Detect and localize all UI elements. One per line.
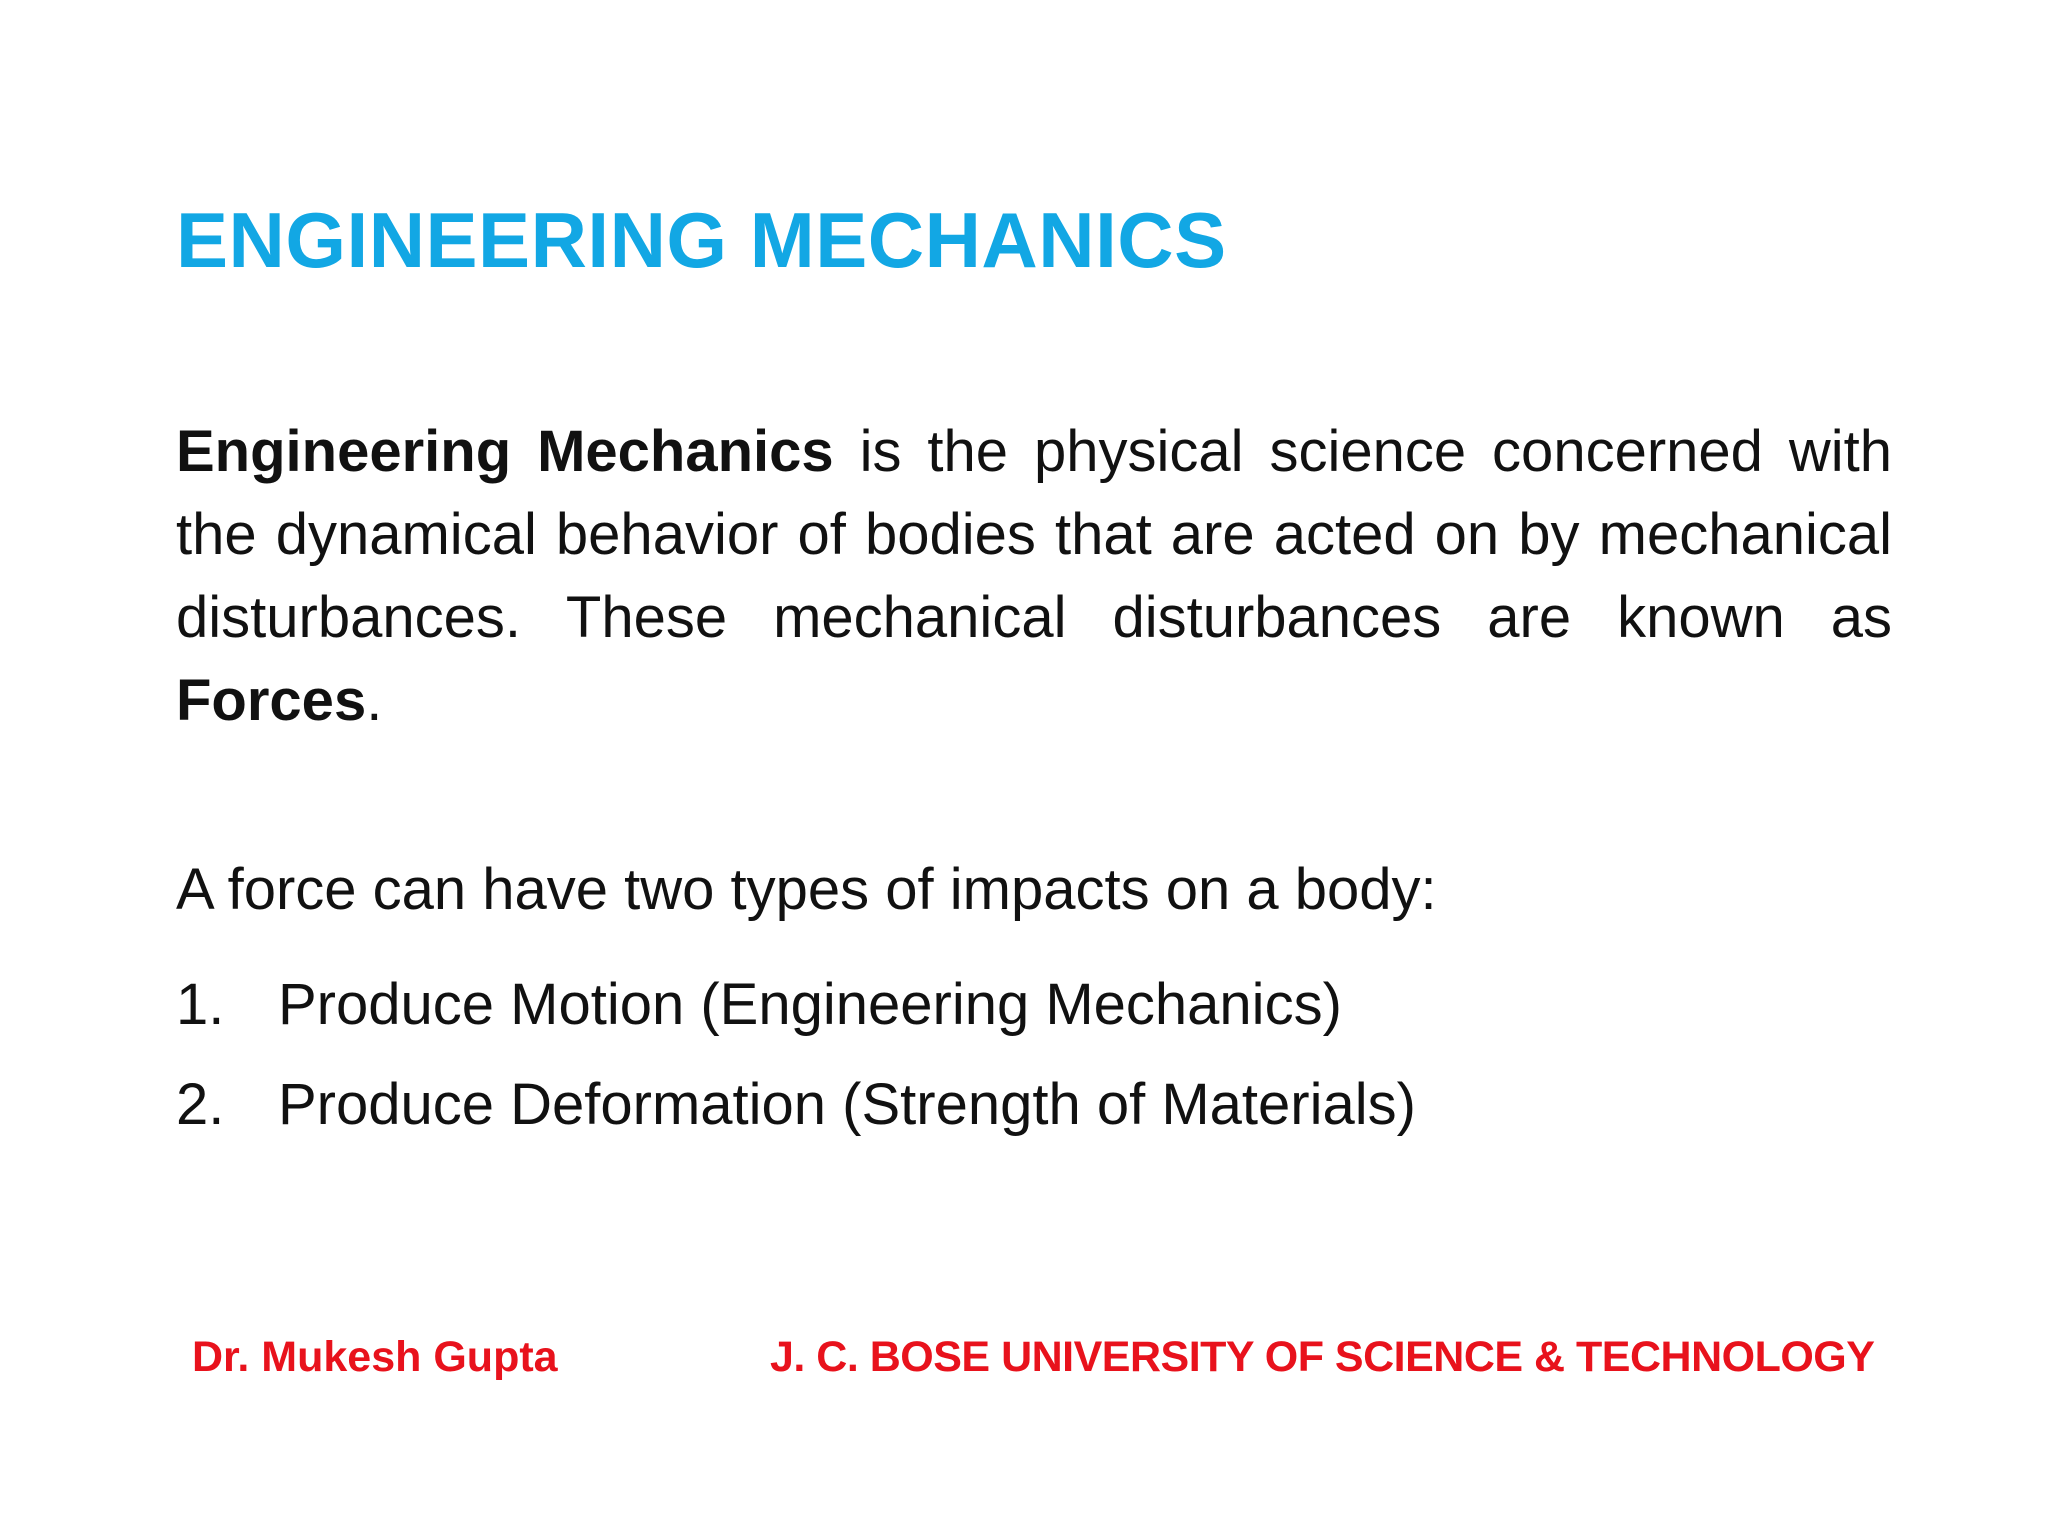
impact-list [176, 955, 1416, 1155]
definition-term: Engineering Mechanics [176, 419, 834, 484]
list-item [176, 1055, 1416, 1155]
definition-keyword: Forces [176, 668, 367, 733]
definition-text: is the physical science concerned with the dynamical behavior of bodies that are acted on by mechanical disturbances. These mechanical disturbances are known as [176, 419, 1892, 650]
slide-title: ENGINEERING MECHANICS [176, 196, 1227, 284]
list-item-text: Produce Deformation (Strength of Materials) [278, 1072, 1416, 1137]
intro-text: A force can have two types of impacts on a body: [176, 857, 1437, 922]
footer-institution: J. C. BOSE UNIVERSITY OF SCIENCE & TECHNOLOGY [770, 1333, 1875, 1381]
list-item-number: 2. [176, 1072, 225, 1137]
footer-author: Dr. Mukesh Gupta [192, 1333, 558, 1381]
definition-end: . [366, 668, 383, 733]
definition-paragraph [176, 410, 1892, 742]
list-item [176, 955, 1416, 1055]
list-item-number: 1. [176, 972, 225, 1037]
list-item-text: Produce Motion (Engineering Mechanics) [278, 972, 1342, 1037]
